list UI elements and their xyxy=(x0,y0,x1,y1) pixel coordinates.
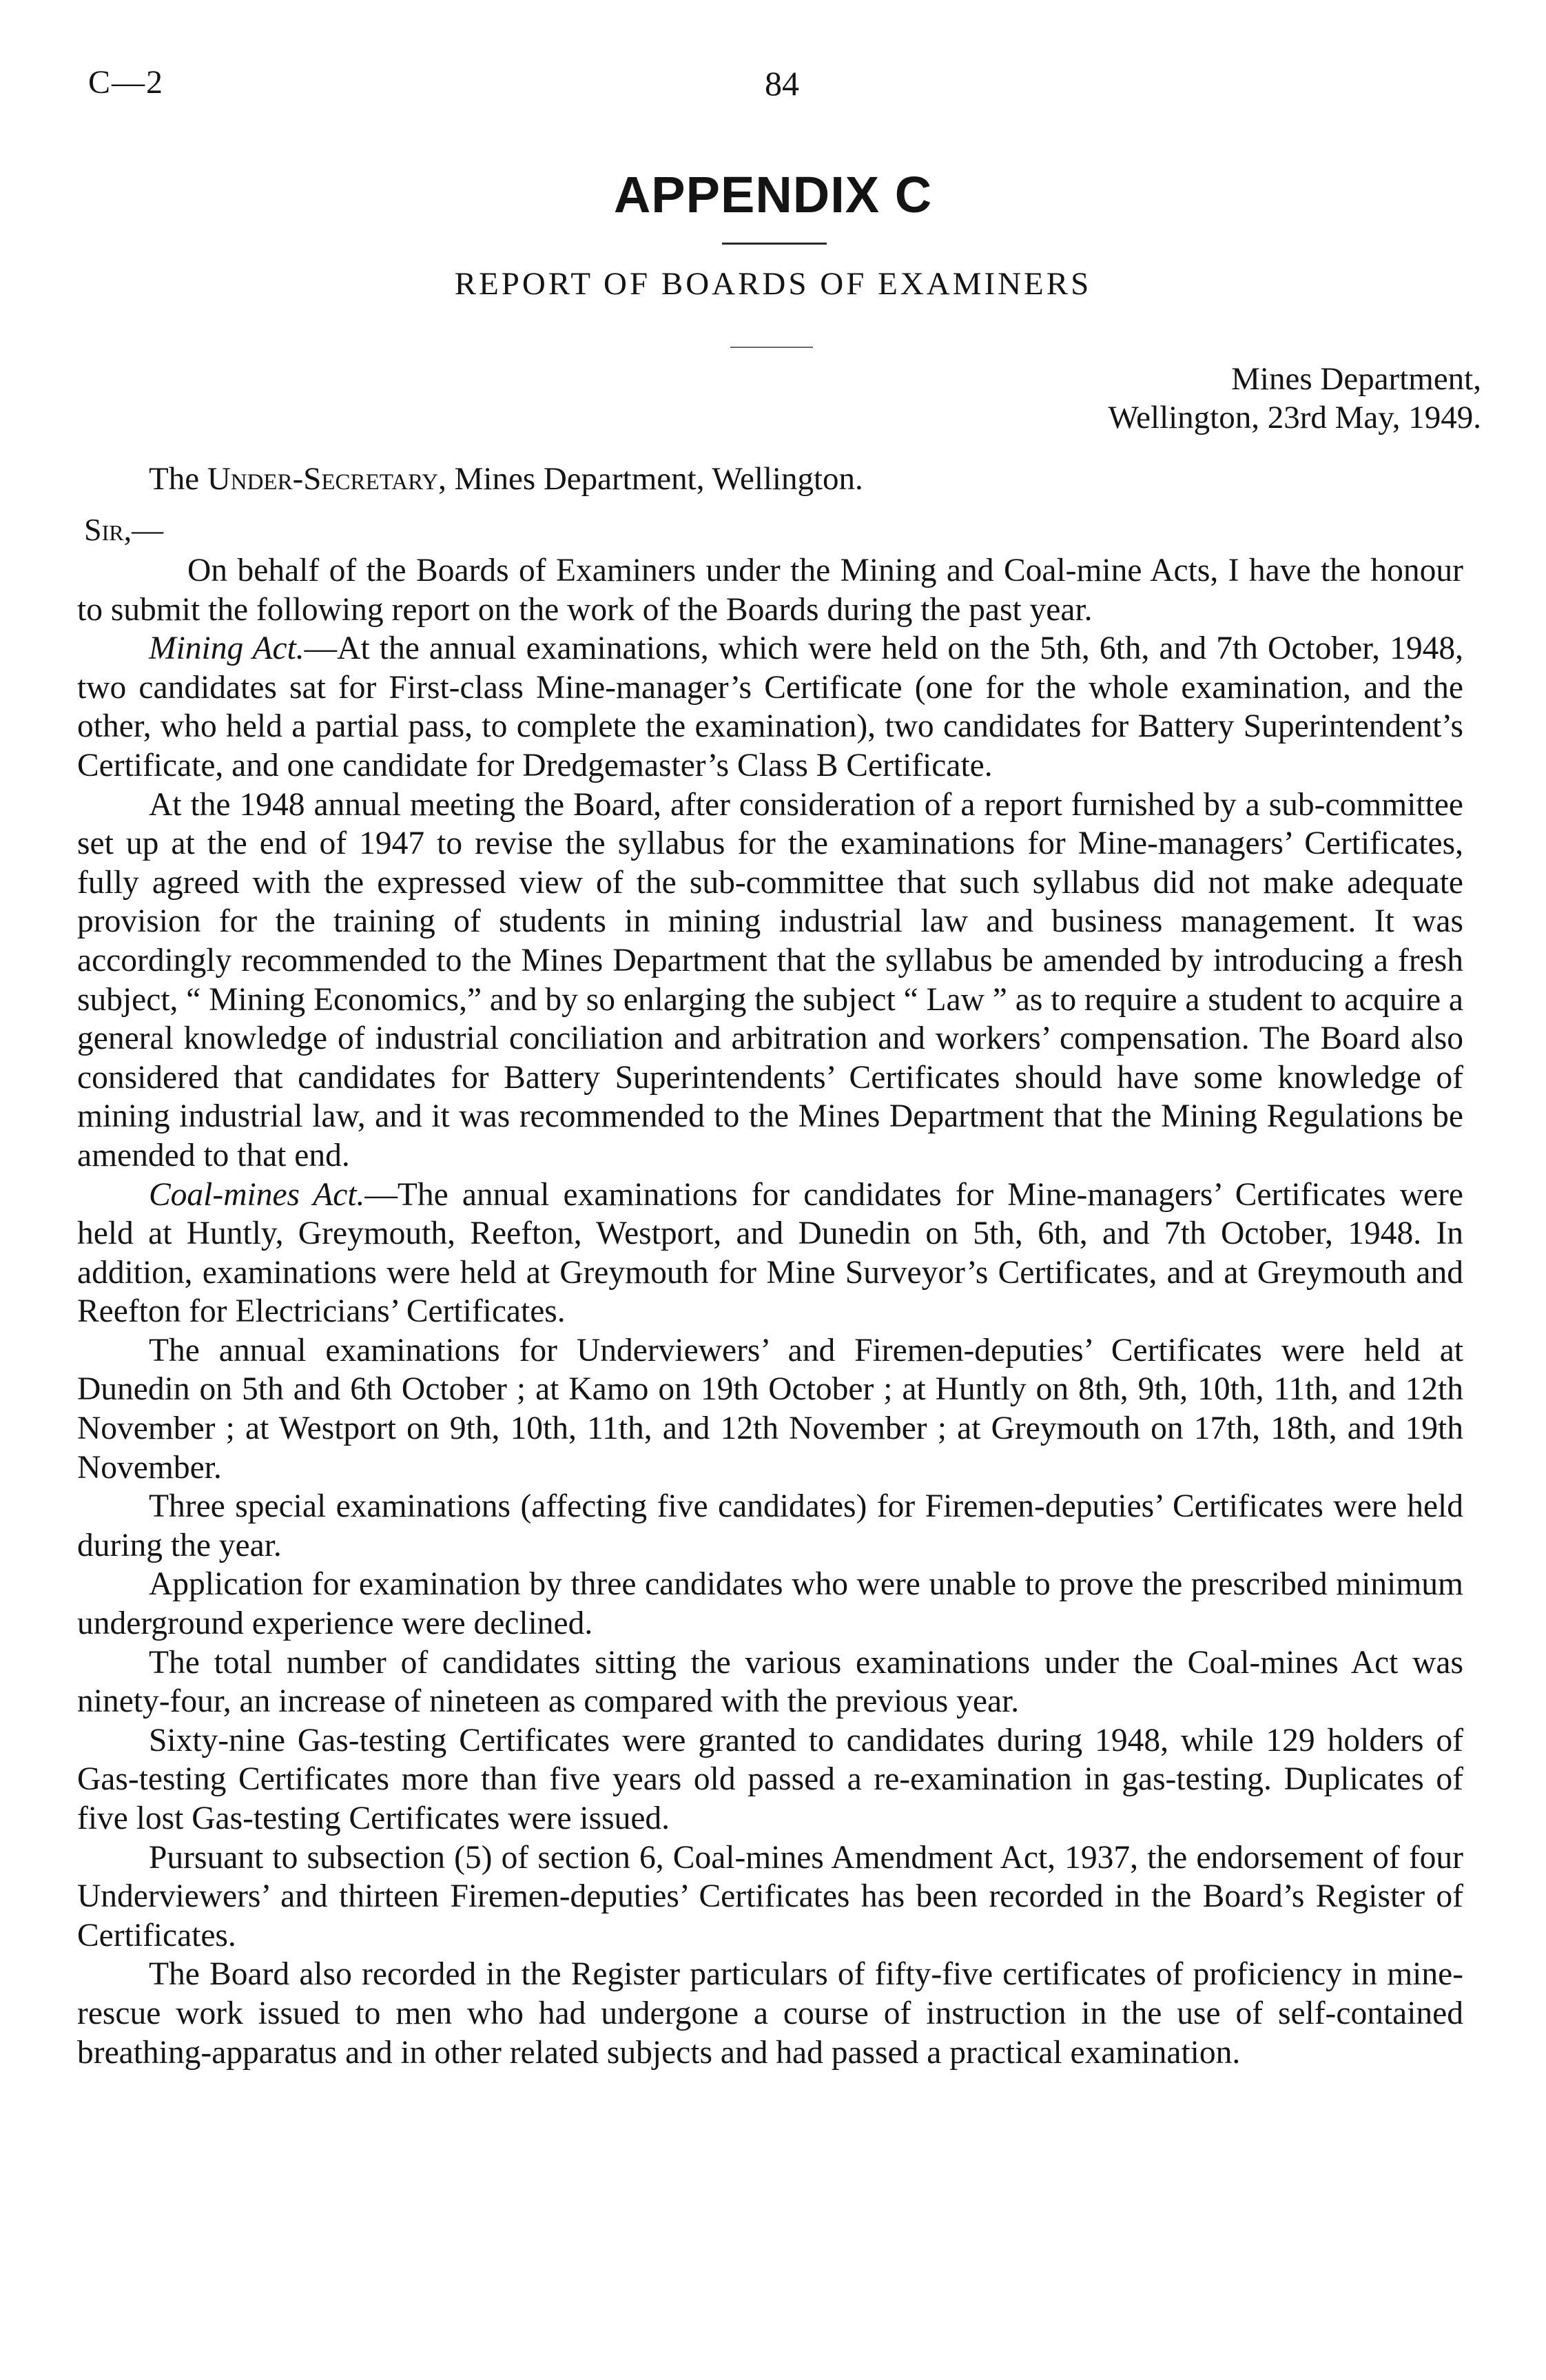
paragraph-total-candidates: The total number of candidates sitting the various examinations under the Coal-mines Act was ninety-four, an increase of nineteen as compared with the previous year. xyxy=(77,1644,1463,1720)
paragraph-syllabus: At the 1948 annual meeting the Board, after consideration of a report furnished by a sub-committee set up at the end of 1947 to revise the syllabus for the examinations for Mine-managers’ Certificates, fully agreed with the expressed view of the sub-committee that such syllabus did not make adequate provision for the training of students in mining industrial law and business management. It was accordingly recommended to the Mines Department that the syllabus be amended by introducing a fresh subject, “ Mining Economics,” and by so enlarging the subject “ Law ” as to require a student to acquire a general knowledge of industrial conciliation and arbitration and workers’ compensation. The Board also considered that candidates for Battery Superintendents’ Certificates should have some knowledge of mining industrial law, and it was recommended to the Mines Department that the Mining Regulations be amended to that end. xyxy=(77,786,1463,1173)
page-identifier: C—2 xyxy=(88,64,165,101)
sender-place-date: Wellington, 23rd May, 1949. xyxy=(1108,400,1481,435)
title-divider xyxy=(722,243,827,245)
paragraph-underviewers: The annual examinations for Underviewers’ and Firemen-deputies’ Certificates were held at Dunedin on 5th and 6th October ; at Kamo on 19th October ; at Huntly on 8th, 9th, 10th, 11th, and 12th November ; at Westport on 9th, 10th, 11th, and 12th November ; at Greymouth on 17th, 18th, and 19th November. xyxy=(77,1332,1463,1486)
paragraph-intro: On behalf of the Boards of Examiners under the Mining and Coal-mine Acts, I have the honour to submit the following report on the work of the Boards during the past year. xyxy=(77,553,1463,628)
addressee-line xyxy=(149,460,863,497)
paragraph-endorsement: Pursuant to subsection (5) of section 6, Coal-mines Amendment Act, 1937, the endorsement of four Underviewers’ and thirteen Firemen-deputies’ Certificates has been recorded in the Board’s Register of Certificates. xyxy=(77,1839,1463,1953)
report-heading: REPORT OF BOARDS OF EXAMINERS xyxy=(454,266,1092,302)
sender-address xyxy=(806,360,1481,437)
addressee-rest: , Mines Department, Wellington. xyxy=(438,461,863,497)
heading-divider xyxy=(730,347,813,348)
paragraph-applications: Application for examination by three candidates who were unable to prove the prescribed minimum underground experience were declined. xyxy=(77,1566,1463,1642)
addressee-prefix: The xyxy=(149,461,207,497)
sender-department: Mines Department, xyxy=(1231,361,1481,397)
report-body xyxy=(77,551,1463,2072)
section-heading-coal-mines-act: Coal-mines Act. xyxy=(149,1176,365,1213)
paragraph-mining-act: Mining Act.—At the annual examinations, which were held on the 5th, 6th, and 7th October, 1948, two candidates sat for First-class Mine-manager’s Certificate (one for the whole examination, and the other, who held a partial pass, to complete the examination), two candidates for Battery Superintendent’s Certificate, and one candidate for Dredgemaster’s Class B Certificate. xyxy=(77,630,1463,783)
paragraph-special-exams: Three special examinations (affecting five candidates) for Firemen-deputies’ Certificates were held during the year. xyxy=(77,1488,1463,1563)
salutation: Sir,— xyxy=(84,512,164,547)
section-heading-mining-act: Mining Act. xyxy=(149,630,305,667)
paragraph-mine-rescue: The Board also recorded in the Register particulars of fifty-five certificates of proficiency in mine-rescue work issued to men who had undergone a course of instruction in the use of self-contained breathing-apparatus and in other related subjects and had passed a practical examination. xyxy=(77,1956,1463,2071)
paragraph-gas-testing: Sixty-nine Gas-testing Certificates were granted to candidates during 1948, while 129 holders of Gas-testing Certificates more than five years old passed a re-examination in gas-testing. Duplicates of five lost Gas-testing Certificates were issued. xyxy=(77,1722,1463,1836)
appendix-title: APPENDIX C xyxy=(613,166,933,223)
page-number: 84 xyxy=(765,64,799,103)
paragraph-coal-mines-act: Coal-mines Act.—The annual examinations for candidates for Mine-managers’ Certificates were held at Huntly, Greymouth, Reefton, Westport, and Dunedin on 5th, 6th, and 7th October, 1948. In addition, examinations were held at Greymouth for Mine Surveyor’s Certificates, and at Greymouth and Reefton for Electricians’ Certificates. xyxy=(77,1176,1464,1330)
addressee-title: Under-Secretary xyxy=(207,461,439,497)
